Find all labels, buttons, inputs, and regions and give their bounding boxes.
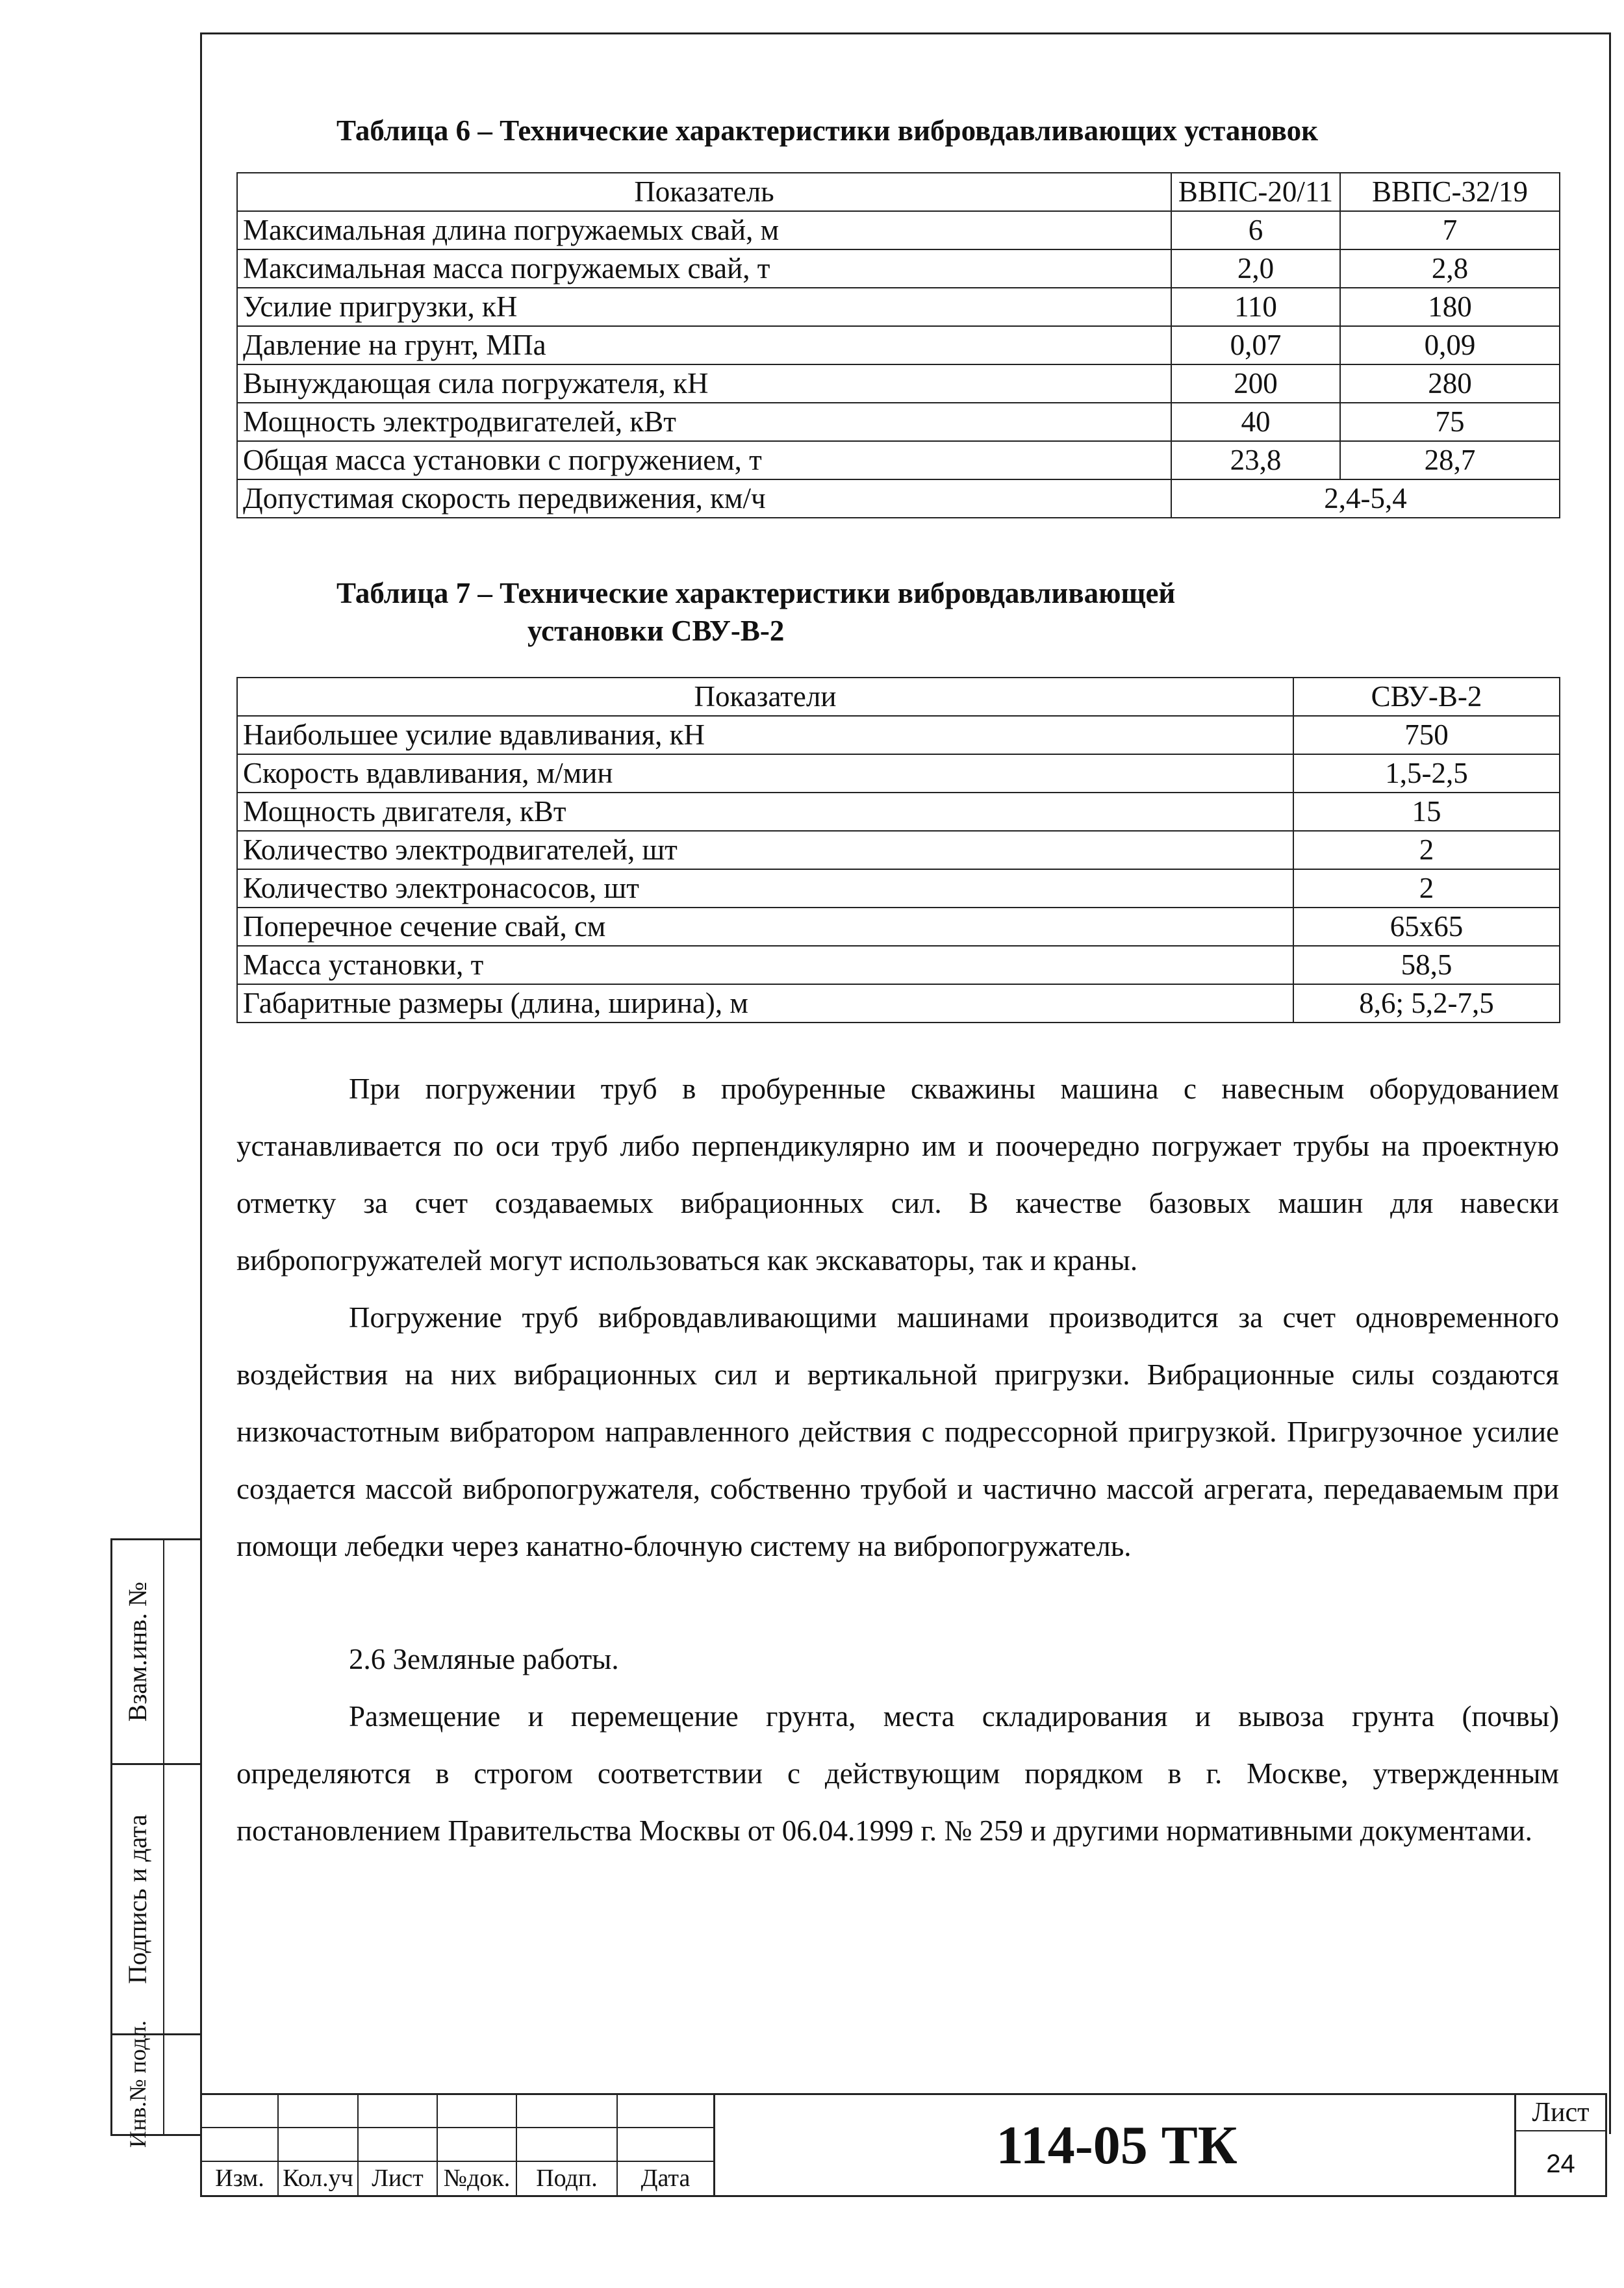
- table6-cell-label: Вынуждающая сила погружателя, кН: [237, 364, 1171, 403]
- table-row: [237, 364, 1560, 403]
- table7-cell: 750: [1293, 716, 1560, 754]
- table6-cell: 7: [1340, 211, 1560, 249]
- table7-cell-label: Скорость вдавливания, м/мин: [237, 754, 1293, 793]
- grid-cell: [438, 2128, 517, 2161]
- table7-header-row: [237, 678, 1560, 716]
- grid-cell: [517, 2095, 618, 2128]
- grid-cell: [359, 2095, 438, 2128]
- paragraph: При погружении труб в пробуренные скважины машина с навесным оборудованием устанавливается по оси труб либо перпендикулярно им и поочередно погружает трубы на проектную отметку за счет создаваемых вибрационных сил. В качестве базовых машин для навески вибропогружателей могут использоваться как экскаваторы, так и краны.: [236, 1073, 1559, 1277]
- side-label-text: Инв.№ подл.: [125, 2020, 151, 2148]
- table7-cell-label: Масса установки, т: [237, 946, 1293, 984]
- table6-cell: 6: [1171, 211, 1340, 249]
- sheet-number: 24: [1546, 2150, 1575, 2178]
- document-code: 114-05 ТК: [996, 2115, 1237, 2176]
- table6-cell-label: Мощность электродвигателей, кВт: [237, 403, 1171, 441]
- paragraph: Размещение и перемещение грунта, места складирования и вывоза грунта (почвы) определяются в строгом соответствии с действующим порядком в г. Москве, утвержденным постановлением Правительства Москвы от 06.04.1999 г. № 259 и другими нормативными документами.: [236, 1700, 1559, 1847]
- table6-header-row: [237, 173, 1560, 211]
- side-divider: [163, 1540, 164, 2134]
- revision-grid: [202, 2095, 715, 2195]
- table6-cell: 28,7: [1340, 441, 1560, 479]
- table6-cell-label: Максимальная масса погружаемых свай, т: [237, 249, 1171, 288]
- grid-cell: [438, 2095, 517, 2128]
- column-label: Дата: [618, 2162, 715, 2195]
- grid-cell: [202, 2095, 279, 2128]
- sheet-label: Лист: [1516, 2095, 1605, 2131]
- table-row: [237, 211, 1560, 249]
- sheet-box: [1514, 2095, 1605, 2195]
- table6-cell-label: Усилие пригрузки, кН: [237, 288, 1171, 326]
- table6-cell: 180: [1340, 288, 1560, 326]
- table-row: [237, 908, 1560, 946]
- table6-cell: 0,09: [1340, 326, 1560, 364]
- table-row: [237, 403, 1560, 441]
- table6-cell: 75: [1340, 403, 1560, 441]
- table6-cell-label: Давление на грунт, МПа: [237, 326, 1171, 364]
- table6-cell-label: Допустимая скорость передвижения, км/ч: [237, 479, 1171, 518]
- paragraph: Погружение труб вибровдавливающими машинами производится за счет одновременного воздействия на них вибрационных сил и вертикальной пригрузки. Вибрационные силы создаются низкочастотным вибратором направленного действия с подрессорной пригрузкой. Пригрузочное усилие создается массой вибропогружателя, собственно трубой и частично массой агрегата, передаваемым при помощи лебедки через канатно-блочную систему на вибропогружатель.: [236, 1301, 1559, 1562]
- table6-cell: 110: [1171, 288, 1340, 326]
- table7-cell-label: Поперечное сечение свай, см: [237, 908, 1293, 946]
- column-label: Изм.: [202, 2162, 279, 2195]
- table-row: [237, 479, 1560, 518]
- table-row: [237, 441, 1560, 479]
- table7-cell: 8,6; 5,2-7,5: [1293, 984, 1560, 1023]
- table6-merged-cell: 2,4-5,4: [1171, 479, 1560, 518]
- table7-cell: 15: [1293, 793, 1560, 831]
- grid-cell: [279, 2128, 359, 2161]
- side-label-text: Взам.инв. №: [123, 1581, 153, 1722]
- section-heading: 2.6 Земляные работы.: [349, 1643, 619, 1675]
- table6-header-cell: Показатель: [237, 173, 1171, 211]
- grid-cell: [517, 2128, 618, 2161]
- side-label-signature: [112, 1765, 163, 2033]
- table6-cell: 2,8: [1340, 249, 1560, 288]
- column-label: Лист: [359, 2162, 438, 2195]
- table-row: [237, 326, 1560, 364]
- table7-cell-label: Количество электродвигателей, шт: [237, 831, 1293, 869]
- title-block: [200, 2093, 1607, 2197]
- side-stamp: [110, 1538, 202, 2148]
- table6-cell-label: Максимальная длина погружаемых свай, м: [237, 211, 1171, 249]
- grid-cell: [202, 2128, 279, 2161]
- table-row: [237, 716, 1560, 754]
- table-row: [237, 754, 1560, 793]
- table6-header-cell: ВВПС-32/19: [1340, 173, 1560, 211]
- table7-cell: 2: [1293, 869, 1560, 908]
- side-label-text: Подпись и дата: [123, 1814, 153, 1985]
- grid-cell: [618, 2095, 715, 2128]
- table6: [236, 172, 1560, 518]
- table7-cell: 1,5-2,5: [1293, 754, 1560, 793]
- table-row: [237, 249, 1560, 288]
- table6-title: Таблица 6 – Технические характеристики вибровдавливающих установок: [336, 114, 1319, 147]
- table-row: [237, 288, 1560, 326]
- table7-cell-label: Габаритные размеры (длина, ширина), м: [237, 984, 1293, 1023]
- table7-title-line1: Таблица 7 – Технические характеристики вибровдавливающей: [336, 577, 1176, 609]
- side-label-original: [112, 2020, 163, 2148]
- table7-header-cell: СВУ-В-2: [1293, 678, 1560, 716]
- table7-cell: 2: [1293, 831, 1560, 869]
- table6-cell: 40: [1171, 403, 1340, 441]
- table6-cell: 200: [1171, 364, 1340, 403]
- table-row: [237, 869, 1560, 908]
- grid-cell: [279, 2095, 359, 2128]
- grid-cell: [618, 2128, 715, 2161]
- table6-cell: 2,0: [1171, 249, 1340, 288]
- table7-cell-label: Наибольшее усилие вдавливания, кН: [237, 716, 1293, 754]
- table-row: [237, 984, 1560, 1023]
- table6-cell: 0,07: [1171, 326, 1340, 364]
- grid-cell: [359, 2128, 438, 2161]
- table7-cell-label: Мощность двигателя, кВт: [237, 793, 1293, 831]
- table7: [236, 677, 1560, 1023]
- table7-cell: 65х65: [1293, 908, 1560, 946]
- table7-title-line2: установки СВУ-В-2: [527, 615, 785, 647]
- table6-header-cell: ВВПС-20/11: [1171, 173, 1340, 211]
- table-row: [237, 831, 1560, 869]
- table7-cell: 58,5: [1293, 946, 1560, 984]
- column-label: Подп.: [517, 2162, 618, 2195]
- table-row: [237, 946, 1560, 984]
- column-label: Кол.уч: [279, 2162, 359, 2195]
- table6-cell-label: Общая масса установки с погружением, т: [237, 441, 1171, 479]
- column-label: №док.: [438, 2162, 517, 2195]
- table6-cell: 23,8: [1171, 441, 1340, 479]
- table6-cell: 280: [1340, 364, 1560, 403]
- table7-cell-label: Количество электронасосов, шт: [237, 869, 1293, 908]
- side-label-replacement: [112, 1540, 163, 1763]
- table7-header-cell: Показатели: [237, 678, 1293, 716]
- table-row: [237, 793, 1560, 831]
